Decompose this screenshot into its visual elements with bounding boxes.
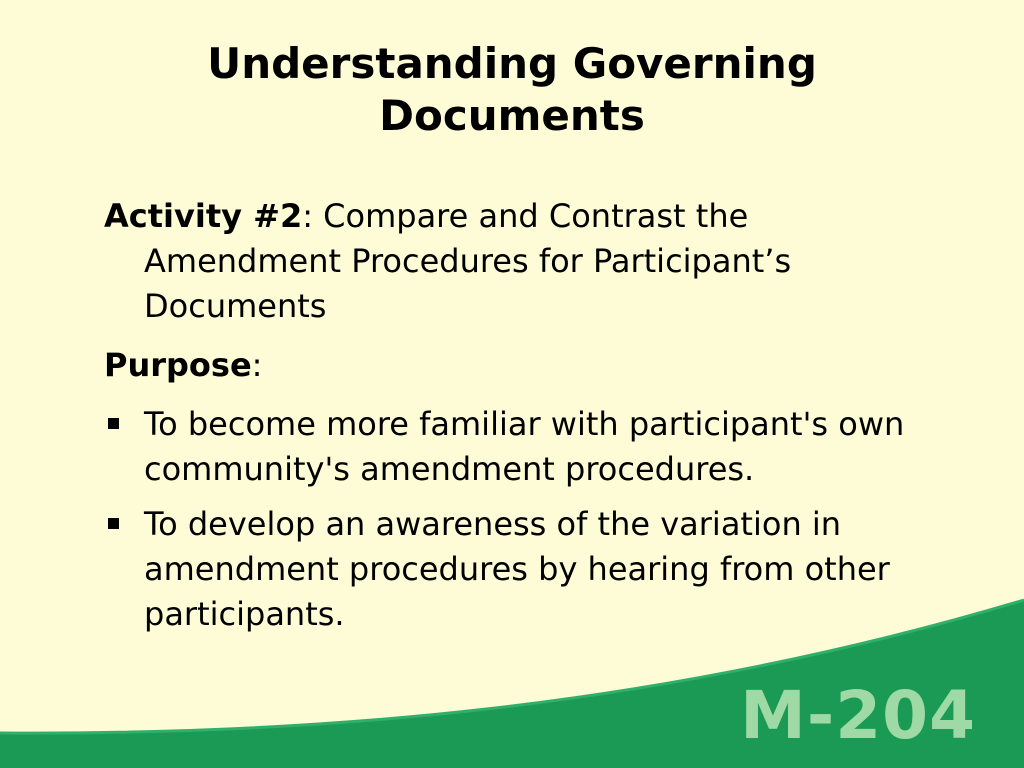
activity-first-line bbox=[104, 194, 964, 239]
activity-separator: : bbox=[302, 197, 324, 235]
title-line-2: Documents bbox=[379, 91, 645, 140]
square-bullet-icon bbox=[108, 518, 119, 529]
course-code-label: M-204 bbox=[740, 677, 976, 754]
purpose-heading bbox=[104, 343, 964, 388]
bullet-text: To become more familiar with participant's own community's amendment procedures. bbox=[144, 405, 905, 488]
activity-text-line-3: Documents bbox=[144, 287, 327, 325]
square-bullet-icon bbox=[108, 418, 119, 429]
purpose-separator: : bbox=[251, 346, 263, 384]
bullet-text: To develop an awareness of the variation in amendment procedures by hearing from other participants. bbox=[144, 505, 890, 633]
bullet-item bbox=[104, 402, 974, 492]
activity-paragraph bbox=[104, 194, 964, 329]
activity-text-line-2: Amendment Procedures for Participant’s bbox=[144, 242, 792, 280]
slide-title bbox=[0, 38, 1024, 142]
activity-text-line-1: Compare and Contrast the bbox=[323, 197, 749, 235]
purpose-label: Purpose bbox=[104, 346, 252, 384]
activity-label: Activity #2 bbox=[104, 197, 303, 235]
purpose-bullet-list bbox=[104, 402, 974, 647]
bullet-item bbox=[104, 502, 974, 637]
title-line-1: Understanding Governing bbox=[207, 39, 817, 88]
